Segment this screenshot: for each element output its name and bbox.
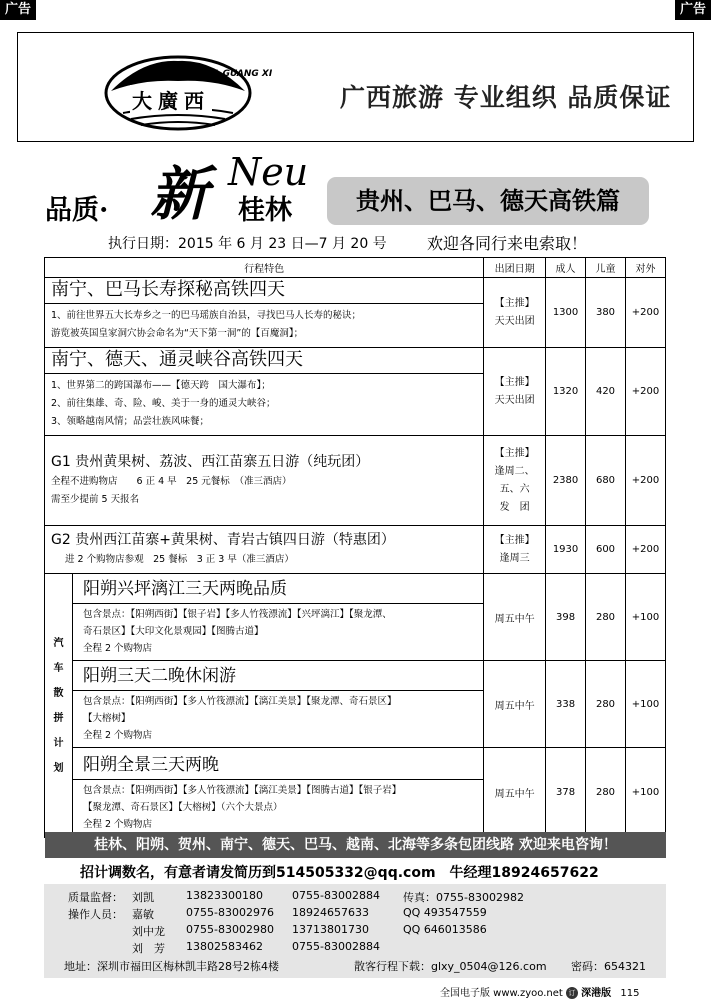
quality-tel2: 0755-83002884 [292, 889, 380, 902]
markup-price: +200 [625, 348, 665, 436]
markup-price: +100 [625, 661, 665, 748]
tour-title: 阳朔三天二晚休闲游 [73, 661, 483, 691]
desc-line: 游览被英国皇家洞穴协会命名为“天下第一洞”的【百魔洞】； [51, 328, 304, 339]
download-email[interactable]: 散客行程下载：glxy_0504@126.com [354, 960, 547, 973]
contact-panel [44, 884, 666, 978]
ops-tel2: 0755-83002884 [292, 940, 380, 953]
desc-line: 需至少提前 5 天报名 [51, 494, 140, 505]
adult-price: 398 [546, 574, 586, 661]
adult-price: 1930 [546, 526, 586, 574]
ops-tel2: 13713801730 [292, 923, 369, 936]
header-markup: 对外 [625, 258, 665, 278]
markup-price: +100 [625, 748, 665, 838]
tour-desc [45, 304, 483, 347]
desc-line: 3、领略越南风情；品尝壮族风味餐； [51, 416, 210, 427]
ops-tel1: 0755-83002980 [186, 923, 274, 936]
ding-badge-icon: 订 [566, 987, 578, 999]
desc-line: 全程不进购物店 6 正 4 早 25 元餐标 （准三酒店） [51, 476, 292, 487]
tour-schedule: 【主推】 逢周三 [484, 526, 546, 574]
table-header-row [45, 258, 666, 278]
brand-new-script: Neu [228, 150, 309, 194]
ops-qq: QQ 493547559 [403, 906, 487, 919]
header-child: 儿童 [586, 258, 626, 278]
ops-name: 嘉敏 [132, 908, 154, 921]
table-row [45, 661, 666, 748]
table-row [45, 574, 666, 661]
tour-desc: 包含景点：【阳朔西街】【多人竹筏漂流】【漓江美景】【聚龙潭、奇石景区】 【大榕树】 全程 2 个购物店 [82, 696, 397, 741]
tour-schedule: 【主推】 天天出团 [484, 278, 546, 348]
child-price: 420 [586, 348, 626, 436]
brand-quality-text: 品质· [45, 195, 109, 226]
desc-line: 1、前往世界五大长寿乡之一的巴马瑶族自治县，寻找巴马人长寿的秘诀； [51, 310, 362, 321]
child-price: 280 [586, 574, 626, 661]
child-price: 600 [586, 526, 626, 574]
tour-price-table [44, 257, 666, 838]
table-row [45, 278, 666, 348]
tour-desc: 包含景点：【阳朔西街】【多人竹筏漂流】【漓江美景】【图腾古道】【银子岩】 【聚龙潭、奇石景区】【大榕树】（六个大景点） 全程 2 个购物店 [82, 784, 402, 830]
adult-price: 378 [546, 748, 586, 838]
tour-title: 阳朔全景三天两晚 [73, 750, 483, 780]
ops-tel1: 0755-83002976 [186, 906, 274, 919]
ops-name: 刘 芳 [132, 942, 165, 955]
quality-name: 刘凯 [132, 891, 154, 904]
markup-price: +200 [625, 526, 665, 574]
office-address: 地址：深圳市福田区梅林凯丰路28号2栋4楼 [64, 960, 279, 973]
download-password: 密码：654321 [571, 960, 646, 973]
desc-line: 1、世界第二的跨国瀑布——【德天跨 国大瀑布】； [51, 380, 271, 391]
page-number: 115 [620, 988, 640, 999]
header-adult: 成人 [546, 258, 586, 278]
ops-qq: QQ 646013586 [403, 923, 487, 936]
tour-desc: 包含景点：【阳朔西街】【银子岩】【多人竹筏漂流】【兴坪漓江】【聚龙潭、 奇石景区】【大印文化景观园】【图腾古道】 全程 2 个购物店 [82, 609, 392, 654]
ops-tel1: 13802583462 [186, 940, 263, 953]
child-price: 680 [586, 436, 626, 526]
fax-number: 传真：0755-83002982 [403, 891, 524, 904]
footer-edition: 深港版 [581, 988, 612, 999]
welcome-text: 欢迎各同行来电索取！ [427, 234, 588, 253]
table-row [45, 748, 666, 838]
route-title: 贵州、巴马、德天高铁篇 [327, 177, 649, 225]
quality-label: 质量监督： [68, 891, 123, 904]
tour-schedule: 周五中午 [484, 661, 546, 748]
banner-slogan: 广西旅游 专业组织 品质保证 [340, 83, 672, 112]
ops-name: 刘中龙 [132, 925, 165, 938]
markup-price: +200 [625, 436, 665, 526]
tour-desc [45, 551, 483, 573]
execution-date: 执行日期：2015 年 6 月 23 日—7 月 20 号 [108, 236, 387, 252]
table-row [45, 436, 666, 526]
desc-line: 进 2 个购物店参观 25 餐标 3 正 3 早（准三酒店） [65, 554, 294, 565]
routes-banner: 桂林、阳朔、贺州、南宁、德天、巴马、越南、北海等多条包团线路 欢迎来电咨询！ [45, 832, 666, 858]
quality-tel1: 13823300180 [186, 889, 263, 902]
table-row [45, 348, 666, 436]
header-departure: 出团日期 [484, 258, 546, 278]
tour-title: G1 贵州黄果树、荔波、西江苗寨五日游（纯玩团） [51, 454, 370, 470]
brand-guilin-text: 桂林 [238, 195, 292, 226]
child-price: 280 [586, 661, 626, 748]
tour-schedule: 【主推】 天天出团 [484, 348, 546, 436]
child-price: 380 [586, 278, 626, 348]
markup-price: +200 [625, 278, 665, 348]
tour-title: 南宁、巴马长寿探秘高铁四天 [45, 278, 483, 304]
tour-title: 南宁、德天、通灵峡谷高铁四天 [45, 348, 483, 374]
adult-price: 338 [546, 661, 586, 748]
bus-plan-label: 汽 车 散 拼 计 划 [45, 574, 73, 838]
tour-schedule: 【主推】 逢周二、 五、六 发 团 [484, 436, 546, 526]
recruitment-notice: 招计调数名，有意者请发简历到514505332@qq.com 牛经理18924657622 [80, 865, 599, 881]
ad-label-right: 广告 [675, 0, 711, 20]
adult-price: 1320 [546, 348, 586, 436]
markup-price: +100 [625, 574, 665, 661]
tour-title: 阳朔兴坪漓江三天两晚品质 [73, 574, 483, 604]
tour-desc [45, 473, 483, 513]
brand-new-calligraphy: 新 [150, 160, 206, 228]
ops-tel2: 18924657633 [292, 906, 369, 919]
logo-chinese-text: 大廣西 [130, 85, 212, 114]
header-itinerary: 行程特色 [45, 258, 484, 278]
footer-site[interactable]: 全国电子版 www.zyoo.net [440, 988, 563, 999]
adult-price: 1300 [546, 278, 586, 348]
tour-schedule: 周五中午 [484, 574, 546, 661]
logo-english-text: DA GUANG XI [205, 69, 273, 79]
tour-desc [45, 374, 483, 435]
child-price: 280 [586, 748, 626, 838]
desc-line: 2、前往集雄、奇、险、峻、美于一身的通灵大峡谷； [51, 398, 276, 409]
tour-title: G2 贵州西江苗寨+黄果树、青岩古镇四日游（特惠团） [51, 532, 395, 548]
table-row [45, 526, 666, 574]
page-footer [440, 984, 639, 999]
ad-label-left: 广告 [0, 0, 36, 20]
tour-schedule: 周五中午 [484, 748, 546, 838]
ops-label: 操作人员： [68, 908, 123, 921]
adult-price: 2380 [546, 436, 586, 526]
